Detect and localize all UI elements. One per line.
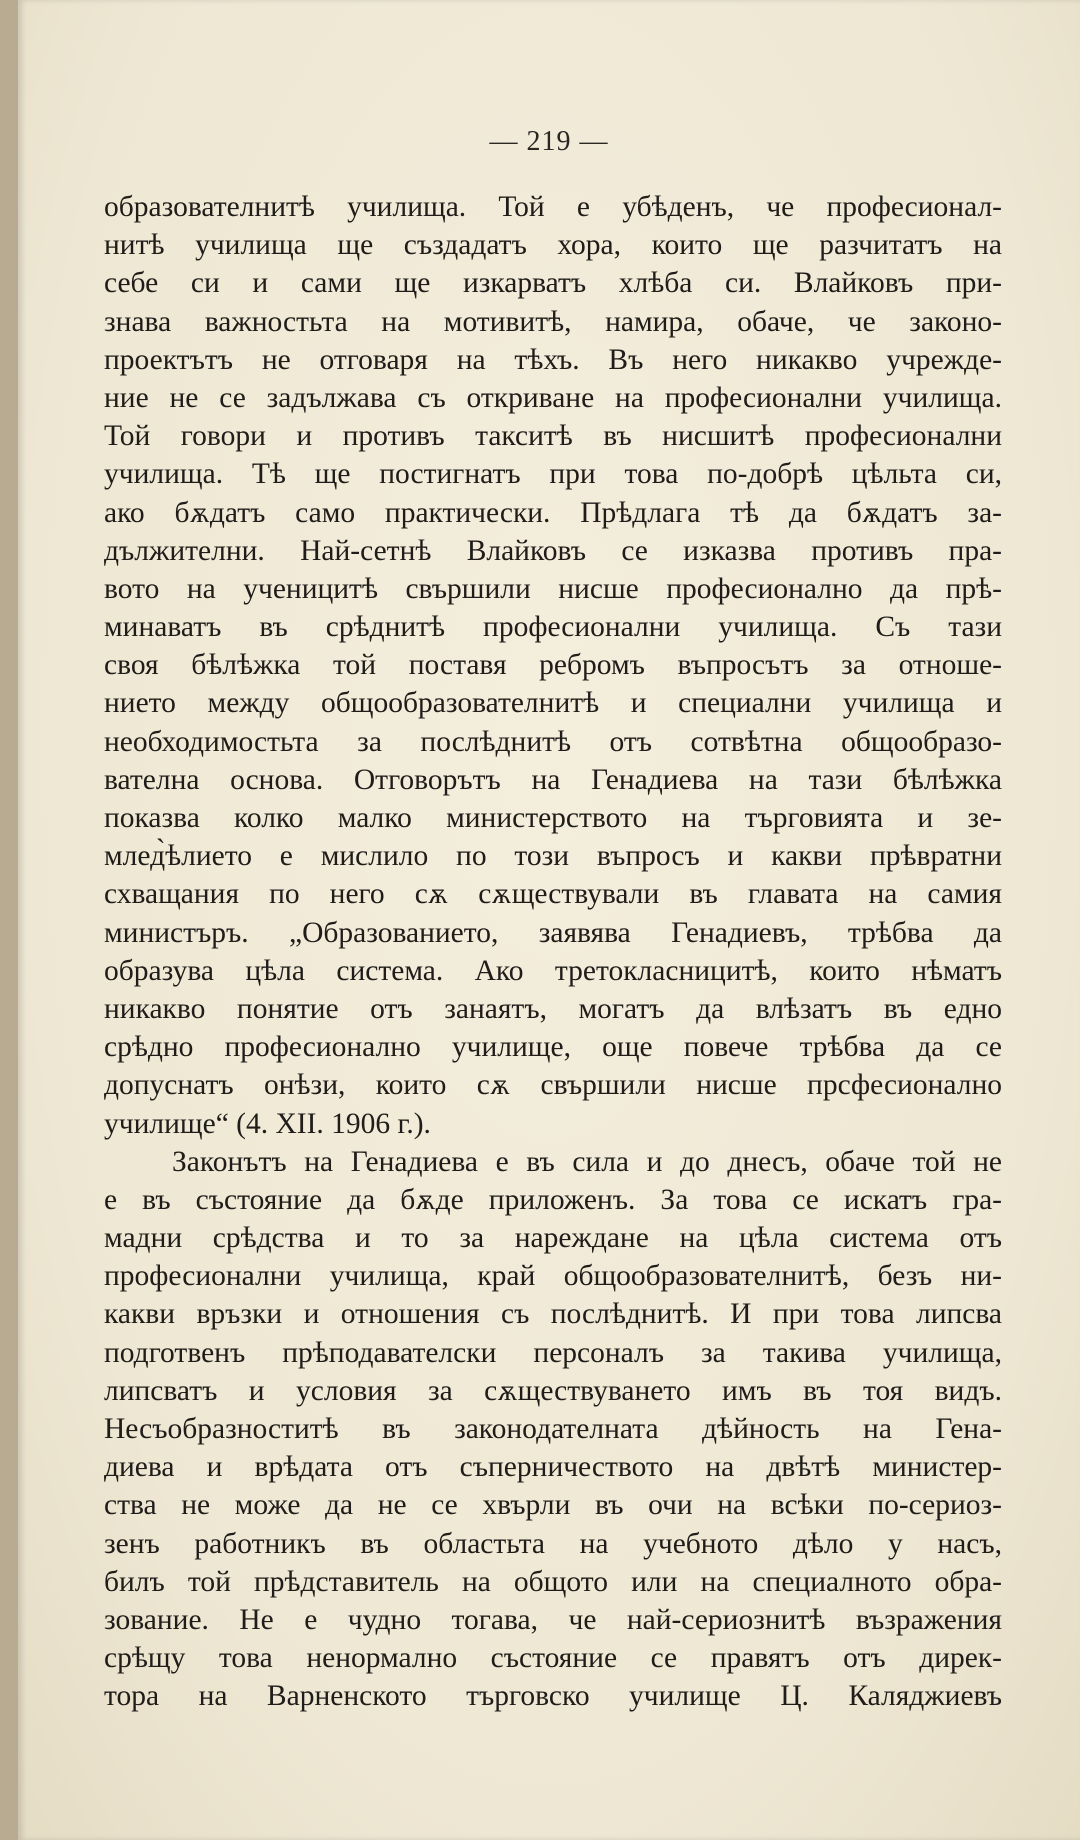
text-line: Той говори и противъ такситѣ въ нисшитѣ професионални bbox=[104, 420, 1002, 453]
text-line: ако бѫдатъ само практически. Прѣдлага тѣ да бѫдатъ за- bbox=[104, 496, 1002, 529]
text-line: диева и врѣдата отъ съперничеството на двѣтѣ министер- bbox=[104, 1451, 1002, 1484]
text-line: професионални училища, край общообразователнитѣ, безъ ни- bbox=[104, 1260, 1002, 1293]
page-text bbox=[104, 188, 1002, 1716]
text-line: зование. Не е чудно тогава, че най-сериознитѣ възражения bbox=[104, 1603, 1002, 1636]
text-line: образува цѣла система. Ако третокласницитѣ, които нѣматъ bbox=[104, 954, 1002, 987]
text-line: показва колко малко министерството на търговията и зе- bbox=[104, 802, 1002, 834]
text-line: знава важностьта на мотивитѣ, намира, обаче, че законо- bbox=[104, 305, 1002, 338]
text-line: подготвенъ прѣподавателски персоналъ за такива училища, bbox=[104, 1336, 1002, 1369]
text-line: тора на Варненското търговско училище Ц. Каляджиевъ bbox=[104, 1680, 1002, 1713]
text-line: млед̀ѣлието е мислило по този въпросъ и какви прѣвратни bbox=[104, 840, 1002, 873]
text-line: училища. Тѣ ще постигнатъ при това по-добрѣ цѣльта си, bbox=[104, 458, 1002, 491]
text-line: вателна основа. Отговорътъ на Генадиева на тази бѣлѣжка bbox=[104, 763, 1002, 796]
text-line: срѣщу това ненормално състояние се правятъ отъ дирек- bbox=[104, 1642, 1002, 1675]
text-line: липсватъ и условия за сѫществуването имъ въ тоя видъ. bbox=[104, 1374, 1002, 1407]
text-line: нитѣ училища ще създадатъ хора, които ще разчитатъ на bbox=[104, 229, 1002, 262]
text-line: схващания по него сѫ сѫществували въ главата на самия bbox=[104, 878, 1002, 911]
text-line: какви връзки и отношения съ послѣднитѣ. И при това липсва bbox=[104, 1298, 1002, 1331]
text-line: зенъ работникъ въ областьта на учебното дѣло у насъ, bbox=[104, 1527, 1002, 1560]
text-line: срѣдно професионално училище, още повече трѣбва да се bbox=[104, 1031, 1002, 1064]
text-line: училище“ (4. XII. 1906 г.). bbox=[104, 1107, 431, 1140]
text-line: нието между общообразователнитѣ и специални училища и bbox=[104, 687, 1002, 720]
text-line: своя бѣлѣжка той поставя ребромъ въпросътъ за отноше- bbox=[104, 649, 1002, 682]
text-line: министъръ. „Образованието, заявява Генадиевъ, трѣбва да bbox=[104, 916, 1002, 949]
text-line: проектътъ не отговаря на тѣхъ. Въ него никакво учрежде- bbox=[104, 343, 1002, 376]
text-line: никакво понятие отъ занаятъ, могатъ да влѣзатъ въ едно bbox=[104, 992, 1002, 1025]
page-number: — 219 — bbox=[489, 126, 609, 157]
text-line: минаватъ въ срѣднитѣ професионални училища. Съ тази bbox=[104, 611, 1002, 644]
text-line: дължителни. Най-сетнѣ Влайковъ се изказва противъ пра- bbox=[104, 534, 1002, 567]
text-line: допуснатъ онѣзи, които сѫ свършили нисше прсфесионално bbox=[104, 1069, 1002, 1102]
text-line: Законътъ на Генадиева е въ сила и до днесъ, обаче той не bbox=[172, 1145, 1002, 1178]
text-line: образователнитѣ училища. Той е убѣденъ, че професионал- bbox=[104, 191, 1002, 223]
text-line: необходимостьта за послѣднитѣ отъ сотвѣтна общообразо- bbox=[104, 725, 1002, 758]
text-line: е въ състояние да бѫде приложенъ. За това се искатъ гра- bbox=[104, 1183, 1002, 1216]
text-line: ние не се задължава съ откриване на професионални училища. bbox=[104, 381, 1002, 414]
text-line: ства не може да не се хвърли въ очи на всѣки по-сериоз- bbox=[104, 1489, 1002, 1522]
text-line: Несъобразноститѣ въ законодателната дѣйность на Гена- bbox=[104, 1413, 1002, 1445]
book-page bbox=[18, 0, 1080, 1840]
text-line: мадни срѣдства и то за нареждане на цѣла система отъ bbox=[104, 1222, 1002, 1255]
text-line: билъ той прѣдставитель на общото или на специалното обра- bbox=[104, 1565, 1002, 1598]
text-line: вото на ученицитѣ свършили нисше професионално да прѣ- bbox=[104, 572, 1002, 605]
text-line: себе си и сами ще изкарватъ хлѣба си. Влайковъ при- bbox=[104, 267, 1002, 300]
